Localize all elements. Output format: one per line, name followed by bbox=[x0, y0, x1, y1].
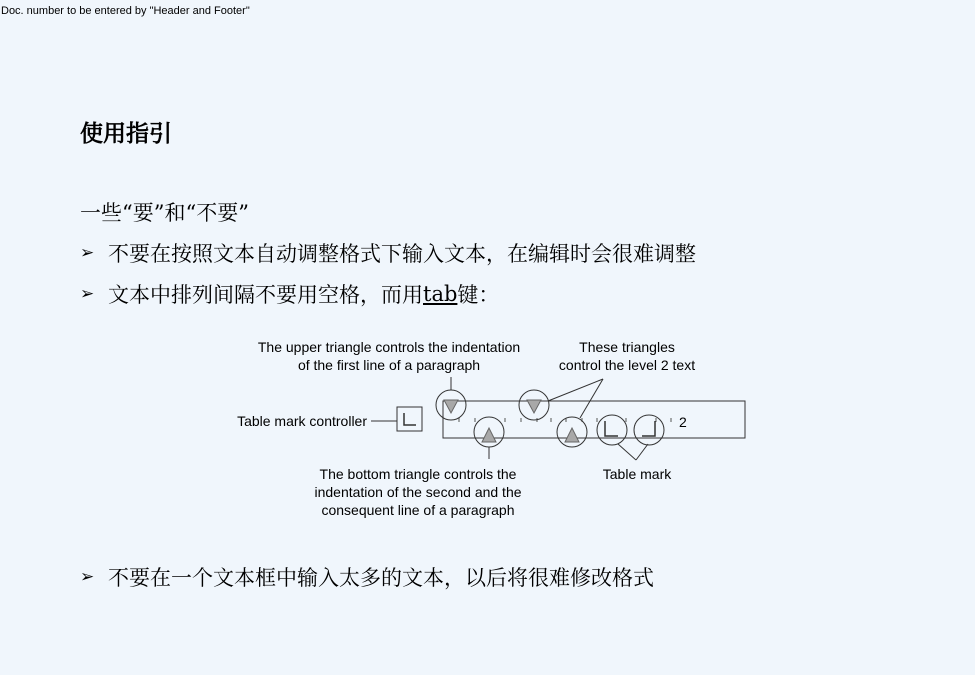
level2-upper-triangle-icon bbox=[527, 400, 541, 413]
level2-label-line-2: control the level 2 text bbox=[558, 357, 696, 373]
bullet-text-2-prefix: 文本中排列间隔不要用空格，而用 bbox=[108, 283, 423, 307]
bottom-label-line-3: consequent line of a paragraph bbox=[321, 502, 515, 518]
table-mark-circle-1 bbox=[597, 415, 627, 445]
bullet-arrow-icon: ➢ bbox=[80, 567, 95, 587]
header-footer-note: Doc. number to be entered by "Header and Footer" bbox=[1, 5, 250, 17]
bullet-item-3 bbox=[80, 562, 654, 592]
upper-label-line-2: of the first line of a paragraph bbox=[297, 357, 481, 373]
left-tab-stop-icon bbox=[605, 421, 618, 436]
bottom-label-line-2: indentation of the second and the bbox=[314, 484, 522, 500]
section-subtitle: 一些“要”和“不要” bbox=[80, 201, 249, 225]
level2-leader-upper bbox=[548, 379, 603, 401]
bullet-text-1: 不要在按照文本自动调整格式下输入文本，在编辑时会很难调整 bbox=[108, 242, 696, 266]
bullet-arrow-icon: ➢ bbox=[80, 243, 95, 263]
bullet-text-2-suffix: 键： bbox=[457, 283, 500, 307]
upper-triangle-icon bbox=[444, 400, 458, 413]
table-mark-leader-2 bbox=[636, 444, 648, 460]
bullet-text-3: 不要在一个文本框中输入太多的文本，以后将很难修改格式 bbox=[108, 566, 654, 590]
tab-controller-icon bbox=[404, 413, 416, 425]
upper-label-line-1: The upper triangle controls the indentation bbox=[257, 339, 521, 355]
page-title: 使用指引 bbox=[80, 121, 172, 147]
bottom-triangle-icon bbox=[482, 428, 496, 442]
level2-label-line-1: These triangles bbox=[579, 339, 675, 355]
right-tab-stop-icon bbox=[642, 421, 655, 436]
ruler-number: 2 bbox=[679, 414, 687, 430]
table-mark-leader-1 bbox=[618, 444, 636, 460]
bullet-text-2-tab: tab bbox=[423, 282, 458, 306]
table-mark-label: Table mark bbox=[602, 466, 672, 482]
bullet-arrow-icon: ➢ bbox=[80, 284, 95, 304]
level2-leader-lower bbox=[580, 379, 603, 418]
table-controller-label: Table mark controller bbox=[237, 413, 367, 429]
table-mark-controller-box bbox=[397, 407, 422, 431]
bottom-label-line-1: The bottom triangle controls the bbox=[319, 466, 517, 482]
level2-lower-triangle-icon bbox=[565, 428, 579, 442]
table-mark-circle-2 bbox=[634, 415, 664, 445]
